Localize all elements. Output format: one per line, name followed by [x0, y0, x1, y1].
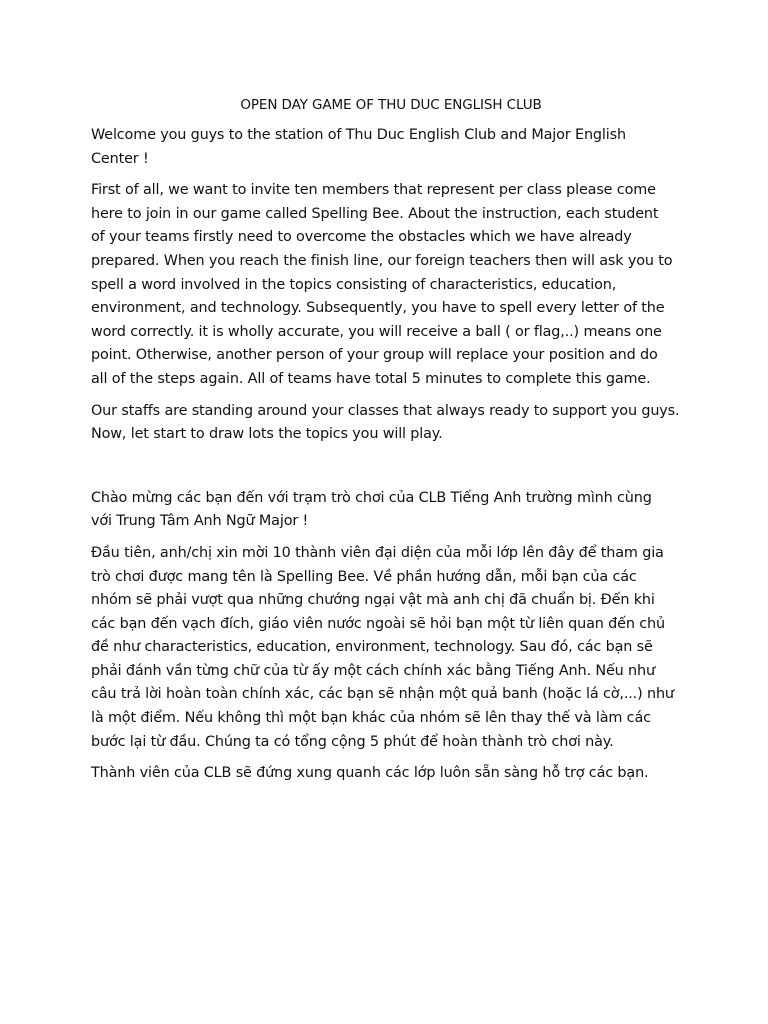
text-line: word correctly. it is wholly accurate, you will receive a ball ( or flag,..) means one — [91, 323, 662, 340]
text-line: Welcome you guys to the station of Thu Duc English Club and Major English — [91, 127, 626, 143]
english-instructions-paragraph — [91, 179, 691, 391]
text-line: trò chơi được mang tên là Spelling Bee. Về phần hướng dẫn, mỗi bạn của các — [91, 568, 637, 585]
text-line: là một điểm. Nếu không thì một bạn khác của nhóm sẽ lên thay thế và làm các — [91, 710, 651, 727]
text-line: of your teams firstly need to overcome the obstacles which we have already — [91, 229, 632, 246]
text-line: point. Otherwise, another person of your group will replace your position and do — [91, 347, 658, 364]
text-line: First of all, we want to invite ten members that represent per class please come — [91, 182, 656, 199]
english-staff-paragraph — [91, 400, 691, 447]
text-line: spell a word involved in the topics consisting of characteristics, education, — [91, 276, 617, 293]
text-line: đề như characteristics, education, environment, technology. Sau đó, các bạn sẽ — [91, 639, 653, 656]
text-line: các bạn đến vạch đích, giáo viên nước ngoài sẽ hỏi bạn một từ liên quan đến chủ — [91, 615, 665, 632]
document-title: OPEN DAY GAME OF THU DUC ENGLISH CLUB — [240, 97, 542, 113]
text-line: câu trả lời hoàn toàn chính xác, các bạn sẽ nhận một quả banh (hoặc lá cờ,...) như — [91, 686, 674, 703]
text-line: Thành viên của CLB sẽ đứng xung quanh các lớp luôn sẵn sàng hỗ trợ các bạn. — [91, 765, 649, 782]
text-line: phải đánh vần từng chữ của từ ấy một cách chính xác bằng Tiếng Anh. Nếu như — [91, 662, 655, 679]
text-line: Center ! — [91, 150, 149, 167]
text-line: Đầu tiên, anh/chị xin mời 10 thành viên đại diện của mỗi lớp lên đây để tham gia — [91, 544, 664, 561]
english-welcome-paragraph — [91, 124, 691, 171]
text-line: Chào mừng các bạn đến với trạm trò chơi của CLB Tiếng Anh trường mình cùng — [91, 489, 652, 506]
text-line: environment, and technology. Subsequently, you have to spell every letter of the — [91, 300, 665, 317]
text-line: here to join in our game called Spelling Bee. About the instruction, each student — [91, 205, 659, 222]
document-page — [91, 94, 691, 794]
blank-line — [91, 455, 691, 487]
vietnamese-instructions-paragraph — [91, 542, 691, 754]
vietnamese-welcome-paragraph — [91, 487, 691, 534]
text-line: với Trung Tâm Anh Ngữ Major ! — [91, 513, 309, 530]
text-line: nhóm sẽ phải vượt qua những chướng ngại vật mà anh chị đã chuẩn bị. Đến khi — [91, 592, 655, 609]
text-line: all of the steps again. All of teams have total 5 minutes to complete this game. — [91, 370, 651, 387]
text-line: prepared. When you reach the finish line, our foreign teachers then will ask you to — [91, 252, 673, 269]
text-line: bước lại từ đầu. Chúng ta có tổng cộng 5 phút để hoàn thành trò chơi này. — [91, 733, 614, 750]
text-line: Our staffs are standing around your classes that always ready to support you guys. — [91, 402, 680, 419]
text-line: Now, let start to draw lots the topics you will play. — [91, 426, 443, 443]
vietnamese-staff-paragraph — [91, 762, 691, 786]
